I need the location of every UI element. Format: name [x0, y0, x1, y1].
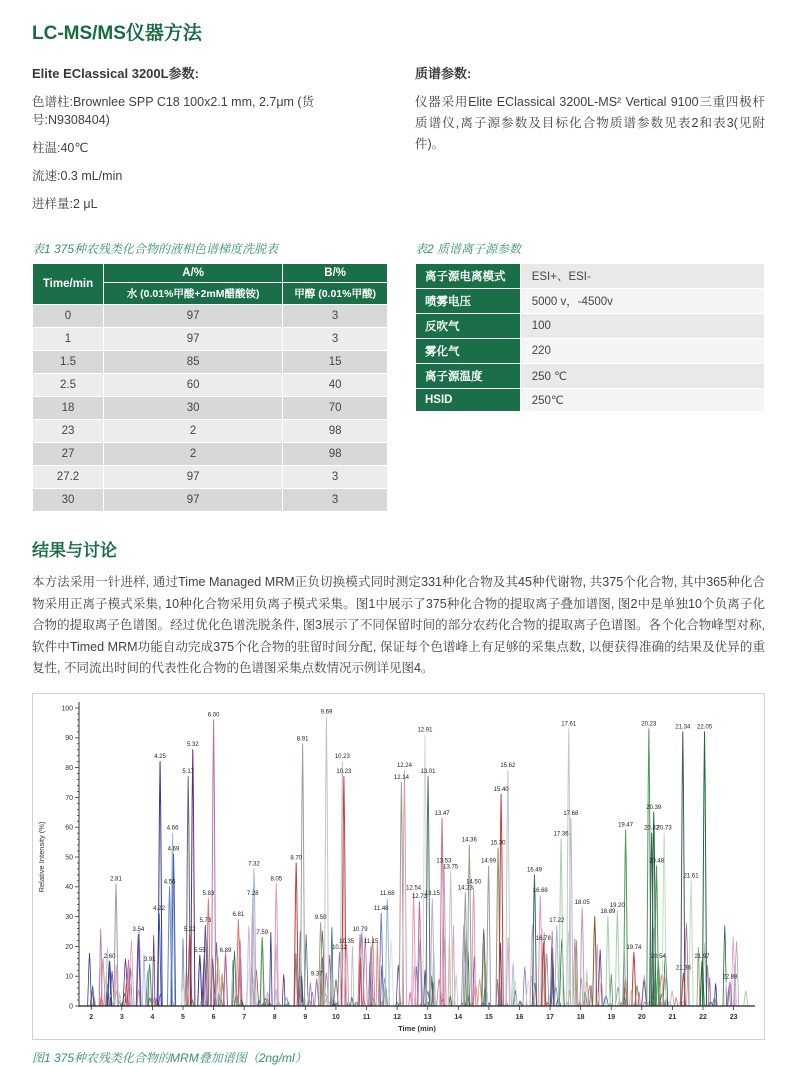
- svg-text:5.22: 5.22: [183, 926, 196, 933]
- svg-text:14.36: 14.36: [461, 837, 477, 844]
- gradient-cell: 40: [283, 374, 388, 397]
- svg-text:20.39: 20.39: [646, 804, 662, 811]
- ion-source-row: [416, 314, 765, 339]
- param-column: 色谱柱:Brownlee SPP C18 100x2.1 mm, 2.7μm (货号:N9308404): [32, 95, 315, 127]
- svg-text:40: 40: [65, 883, 73, 891]
- gradient-cell: 97: [104, 466, 283, 489]
- ion-source-value: 100: [520, 314, 764, 339]
- svg-text:3.91: 3.91: [143, 956, 156, 963]
- svg-text:6.39: 6.39: [219, 947, 232, 954]
- gradient-cell: 2: [104, 443, 283, 466]
- gradient-cell: 60: [104, 374, 283, 397]
- svg-text:5: 5: [181, 1013, 185, 1021]
- svg-text:100: 100: [61, 704, 73, 712]
- svg-text:16.78: 16.78: [535, 935, 551, 942]
- svg-text:12.73: 12.73: [411, 893, 427, 900]
- svg-text:15: 15: [484, 1013, 493, 1021]
- svg-text:4.66: 4.66: [166, 825, 179, 832]
- svg-text:20.23: 20.23: [641, 720, 657, 727]
- gradient-row: [33, 305, 388, 328]
- gradient-cell: 0: [33, 305, 104, 328]
- ion-source-value: ESI+、ESI-: [520, 264, 764, 289]
- table1-caption: 表1 375种农残类化合物的液相色谱梯度洗脱表: [32, 242, 279, 256]
- svg-text:9.37: 9.37: [310, 971, 323, 978]
- svg-text:5.55: 5.55: [193, 947, 206, 954]
- svg-text:10: 10: [332, 1013, 340, 1021]
- gradient-cell: 2: [104, 420, 283, 443]
- svg-text:3.54: 3.54: [132, 926, 145, 933]
- svg-text:21.36: 21.36: [675, 965, 691, 972]
- svg-text:13.15: 13.15: [424, 890, 440, 897]
- ms-params-heading: 质谱参数:: [415, 66, 472, 81]
- svg-text:6.81: 6.81: [232, 911, 245, 918]
- svg-text:21.61: 21.61: [683, 872, 699, 879]
- svg-text:2.81: 2.81: [110, 875, 122, 882]
- ion-source-label: 离子源电离模式: [416, 264, 521, 289]
- chromatogram-chart: [33, 694, 762, 1039]
- svg-text:9.69: 9.69: [320, 708, 333, 715]
- svg-text:14.50: 14.50: [466, 878, 482, 885]
- gradient-cell: 2.5: [33, 374, 104, 397]
- gradient-cell: 30: [33, 489, 104, 512]
- svg-text:20.54: 20.54: [650, 953, 666, 960]
- col-subheader-a: 水 (0.01%甲酸+2mM醋酸铵): [104, 283, 283, 305]
- svg-text:12: 12: [393, 1013, 402, 1021]
- svg-text:80: 80: [65, 764, 73, 772]
- svg-text:15.40: 15.40: [493, 786, 509, 793]
- gradient-row: [33, 443, 388, 466]
- ion-source-row: [416, 364, 765, 389]
- svg-text:Relative Intensity (%): Relative Intensity (%): [37, 821, 46, 892]
- svg-text:13.53: 13.53: [436, 857, 452, 864]
- svg-text:13.75: 13.75: [443, 863, 459, 870]
- gradient-cell: 85: [104, 351, 283, 374]
- svg-text:11: 11: [362, 1013, 371, 1021]
- col-header-a: A/%: [104, 264, 283, 283]
- svg-text:7.32: 7.32: [248, 860, 260, 867]
- svg-text:12.91: 12.91: [417, 726, 433, 733]
- svg-text:14: 14: [454, 1013, 463, 1021]
- gradient-cell: 97: [104, 489, 283, 512]
- svg-text:17.68: 17.68: [563, 810, 579, 817]
- gradient-row: [33, 328, 388, 351]
- svg-text:4.22: 4.22: [153, 905, 165, 912]
- col-subheader-b: 甲醇 (0.01%甲酸): [283, 283, 388, 305]
- ms-params-block: [415, 61, 765, 155]
- svg-text:7.28: 7.28: [246, 890, 259, 897]
- param-flow-rate: 流速:0.3 mL/min: [32, 169, 123, 183]
- svg-text:16: 16: [515, 1013, 524, 1021]
- col-header-b: B/%: [283, 264, 388, 283]
- svg-text:20.32: 20.32: [644, 825, 660, 832]
- svg-text:0: 0: [69, 1002, 73, 1010]
- svg-text:12.24: 12.24: [396, 762, 412, 769]
- svg-text:4.25: 4.25: [154, 753, 166, 760]
- svg-text:4.56: 4.56: [163, 878, 176, 885]
- gradient-cell: 70: [283, 397, 388, 420]
- svg-text:18: 18: [576, 1013, 585, 1021]
- svg-text:14.23: 14.23: [457, 884, 473, 891]
- col-header-time: Time/min: [33, 264, 104, 305]
- ion-source-label: 反吹气: [416, 314, 521, 339]
- table-columns: [32, 222, 765, 512]
- svg-text:5.73: 5.73: [199, 917, 212, 924]
- gradient-row: [33, 420, 388, 443]
- svg-text:20.73: 20.73: [656, 825, 672, 832]
- chromatogram-figure: [32, 693, 765, 1040]
- svg-text:19.20: 19.20: [609, 902, 625, 909]
- svg-text:10.35: 10.35: [339, 938, 355, 945]
- ion-source-value: 220: [520, 339, 764, 364]
- svg-text:7: 7: [242, 1013, 247, 1021]
- ion-source-table: [415, 263, 765, 412]
- ion-source-row: [416, 339, 765, 364]
- ion-source-label: 离子源温度: [416, 364, 521, 389]
- ion-source-value: 5000 v，-4500v: [520, 289, 764, 314]
- instrument-params-block: [32, 61, 388, 222]
- svg-text:19: 19: [607, 1013, 616, 1021]
- svg-text:10.23: 10.23: [334, 753, 350, 760]
- svg-text:11.48: 11.48: [373, 905, 389, 912]
- svg-text:4: 4: [150, 1013, 155, 1021]
- gradient-row: [33, 351, 388, 374]
- svg-text:11.15: 11.15: [363, 938, 379, 945]
- gradient-cell: 97: [104, 305, 283, 328]
- svg-text:13.47: 13.47: [434, 810, 450, 817]
- svg-text:4.69: 4.69: [167, 846, 180, 853]
- gradient-row: [33, 397, 388, 420]
- svg-text:9: 9: [303, 1013, 308, 1021]
- param-injection-volume: 进样量:2 μL: [32, 197, 98, 211]
- svg-text:13: 13: [423, 1013, 432, 1021]
- svg-text:12.14: 12.14: [393, 774, 409, 781]
- svg-text:18.89: 18.89: [600, 908, 616, 915]
- svg-text:6.00: 6.00: [207, 711, 220, 718]
- svg-text:90: 90: [65, 734, 73, 742]
- figure-caption: 图1 375种农残类化合物的MRM叠加谱图（2ng/ml）: [32, 1050, 307, 1065]
- ms-params-text: 仪器采用Elite EClassical 3200L-MS² Vertical 9100三重四极杆质谱仪,离子源参数及目标化合物质谱参数见表2和表3(见附件)。: [415, 95, 765, 151]
- table2-caption: 表2 质谱离子源参数: [415, 242, 522, 256]
- gradient-cell: 27.2: [33, 466, 104, 489]
- ion-source-label: 雾化气: [416, 339, 521, 364]
- svg-text:19.74: 19.74: [626, 944, 642, 951]
- page-title: LC-MS/MS仪器方法: [32, 23, 202, 44]
- gradient-cell: 1.5: [33, 351, 104, 374]
- svg-text:17: 17: [546, 1013, 554, 1021]
- svg-text:8.70: 8.70: [290, 854, 303, 861]
- svg-text:50: 50: [65, 853, 73, 861]
- svg-text:10.79: 10.79: [352, 926, 368, 933]
- svg-text:7.59: 7.59: [256, 929, 269, 936]
- gradient-cell: 23: [33, 420, 104, 443]
- ion-source-label: 喷雾电压: [416, 289, 521, 314]
- ion-source-value: 250℃: [520, 389, 764, 412]
- svg-text:5.32: 5.32: [186, 741, 199, 748]
- results-paragraph: 本方法采用一针进样, 通过Time Managed MRM正负切换模式同时测定331种化合物及其45种代谢物, 共375个化合物, 其中365种化合物采用正离子模式采集, 10种化合物采用负离子模式采集。图1中展示了375种化合物的提取离子叠加谱图, 图2中是单独10个负离子化合物的提取离子色谱图。经过优化色谱洗脱条件, 图3展示了不同保留时间的部分农药化合物的提取离子色谱图。各个化合物峰型对称, 软件中Timed MRM功能自动完成375个化合物的驻留时间分配, 保证每个色谱峰上有足够的采集点数, 以便获得准确的结果及优异的重复性, 不同流出时间的代表性化合物的色谱图采集点数情况示例详见图4。: [32, 575, 765, 675]
- gradient-elution-table: [32, 263, 388, 512]
- gradient-cell: 27: [33, 443, 104, 466]
- svg-text:2: 2: [89, 1013, 94, 1021]
- svg-text:9.50: 9.50: [314, 914, 327, 921]
- svg-text:8.91: 8.91: [296, 735, 309, 742]
- svg-text:20.48: 20.48: [648, 857, 665, 864]
- results-heading: 结果与讨论: [32, 541, 117, 560]
- svg-text:18.05: 18.05: [574, 899, 590, 906]
- svg-text:10.23: 10.23: [336, 768, 352, 775]
- svg-text:21.97: 21.97: [694, 953, 710, 960]
- gradient-cell: 3: [283, 466, 388, 489]
- gradient-cell: 3: [283, 328, 388, 351]
- chart-peak-labels: [104, 709, 738, 980]
- svg-text:2.60: 2.60: [103, 953, 116, 960]
- svg-text:21: 21: [668, 1013, 677, 1021]
- gradient-row: [33, 489, 388, 512]
- gradient-cell: 30: [104, 397, 283, 420]
- svg-text:19.47: 19.47: [618, 822, 634, 829]
- svg-text:8: 8: [272, 1013, 277, 1021]
- top-columns: [32, 61, 765, 222]
- gradient-cell: 3: [283, 489, 388, 512]
- svg-text:22.05: 22.05: [697, 723, 713, 730]
- ion-source-value: 250 ℃: [520, 364, 764, 389]
- svg-text:22.88: 22.88: [722, 974, 738, 981]
- svg-text:22: 22: [699, 1013, 707, 1021]
- svg-text:20: 20: [65, 943, 73, 951]
- gradient-row: [33, 374, 388, 397]
- gradient-cell: 1: [33, 328, 104, 351]
- svg-text:13.01: 13.01: [420, 768, 436, 775]
- gradient-cell: 18: [33, 397, 104, 420]
- svg-text:3: 3: [119, 1013, 124, 1021]
- gradient-cell: 15: [283, 351, 388, 374]
- svg-text:16.68: 16.68: [532, 887, 548, 894]
- gradient-table-block: [32, 222, 388, 512]
- svg-text:23: 23: [729, 1013, 738, 1021]
- svg-text:70: 70: [65, 794, 73, 802]
- ion-source-label: HSID: [416, 389, 521, 412]
- gradient-cell: 3: [283, 305, 388, 328]
- svg-text:10.12: 10.12: [332, 944, 348, 951]
- svg-text:10: 10: [65, 973, 73, 981]
- param-column-temp: 柱温:40℃: [32, 141, 89, 155]
- svg-text:60: 60: [65, 824, 73, 832]
- svg-text:16.49: 16.49: [526, 866, 542, 873]
- svg-text:5.17: 5.17: [182, 768, 195, 775]
- svg-text:11.68: 11.68: [380, 890, 395, 897]
- svg-text:20: 20: [637, 1013, 646, 1021]
- ion-source-table-block: [415, 222, 765, 412]
- svg-text:14.99: 14.99: [481, 857, 497, 864]
- svg-text:17.36: 17.36: [553, 831, 569, 838]
- svg-text:12.54: 12.54: [406, 884, 422, 891]
- gradient-row: [33, 466, 388, 489]
- svg-text:17.22: 17.22: [549, 917, 565, 924]
- svg-text:8.05: 8.05: [270, 875, 283, 882]
- svg-text:6: 6: [211, 1013, 216, 1021]
- ion-source-row: [416, 264, 765, 289]
- svg-text:30: 30: [65, 913, 73, 921]
- ion-source-row: [416, 389, 765, 412]
- svg-text:15.62: 15.62: [500, 762, 516, 769]
- svg-text:15.30: 15.30: [490, 840, 506, 847]
- svg-text:17.61: 17.61: [561, 720, 577, 727]
- svg-text:21.34: 21.34: [675, 723, 691, 730]
- gradient-cell: 98: [283, 443, 388, 466]
- gradient-cell: 98: [283, 420, 388, 443]
- instrument-params-heading: Elite EClassical 3200L参数:: [32, 66, 199, 81]
- ion-source-row: [416, 289, 765, 314]
- svg-text:5.83: 5.83: [202, 890, 215, 897]
- gradient-cell: 97: [104, 328, 283, 351]
- svg-text:Time (min): Time (min): [398, 1023, 436, 1033]
